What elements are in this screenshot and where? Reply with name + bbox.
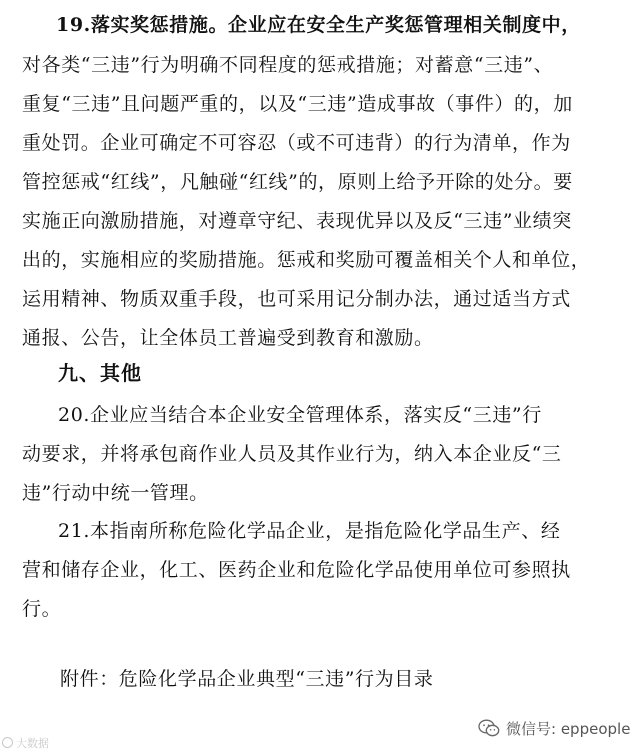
paragraph-20-line-1: 20.企业应当结合本企业安全管理体系，落实反“三违”行 [58, 404, 542, 426]
paragraph-20-line-3: 违”行动中统一管理。 [22, 482, 209, 504]
paragraph-19-line-8: 运用精神、物质双重手段，也可采用记分制办法，通过适当方式 [22, 288, 571, 310]
paragraph-19-line-6: 实施正向激励措施，对遵章守纪、表现优异以及反“三违”业绩突 [22, 210, 572, 232]
weibo-watermark [2, 735, 49, 751]
wechat-id-text: 微信号: eppeople [506, 720, 631, 738]
section-heading: 九、其他 [58, 361, 142, 385]
wechat-icon [478, 719, 500, 741]
paragraph-19-line-4: 重处罚。企业可确定不可容忍（或不可违背）的行为清单，作为 [22, 132, 571, 154]
paragraph-19-line-5: 管控惩戒“红线”，凡触碰“红线”的，原则上给予开除的处分。要 [22, 171, 573, 193]
paragraph-21-line-2: 营和储存企业，化工、医药企业和危险化学品使用单位可参照执 [22, 559, 571, 581]
paragraph-19-line-1: 19.落实奖惩措施。企业应在安全生产奖惩管理相关制度中， [56, 14, 581, 36]
weibo-icon [2, 737, 13, 748]
wechat-watermark [478, 718, 630, 741]
paragraph-21-line-3: 行。 [22, 598, 62, 620]
paragraph-19-line-9: 通报、公告，让全体员工普遍受到教育和激励。 [22, 327, 434, 349]
paragraph-20-line-2: 动要求，并将承包商作业人员及其作业行为，纳入本企业反“三 [22, 443, 562, 465]
weibo-watermark-text: 大数据 [16, 737, 49, 750]
paragraph-19-line-3: 重复“三违”且问题严重的，以及“三违”造成事故（事件）的，加 [22, 93, 573, 115]
paragraph-19-line-7: 出的，实施相应的奖励措施。惩戒和奖励可覆盖相关个人和单位， [22, 249, 591, 271]
paragraph-19-line-2: 对各类“三违”行为明确不同程度的惩戒措施；对蓄意“三违”、 [22, 54, 554, 76]
paragraph-21-line-1: 21.本指南所称危险化学品企业，是指危险化学品生产、经 [58, 520, 561, 542]
attachment-line: 附件：危险化学品企业典型“三违”行为目录 [60, 668, 434, 690]
